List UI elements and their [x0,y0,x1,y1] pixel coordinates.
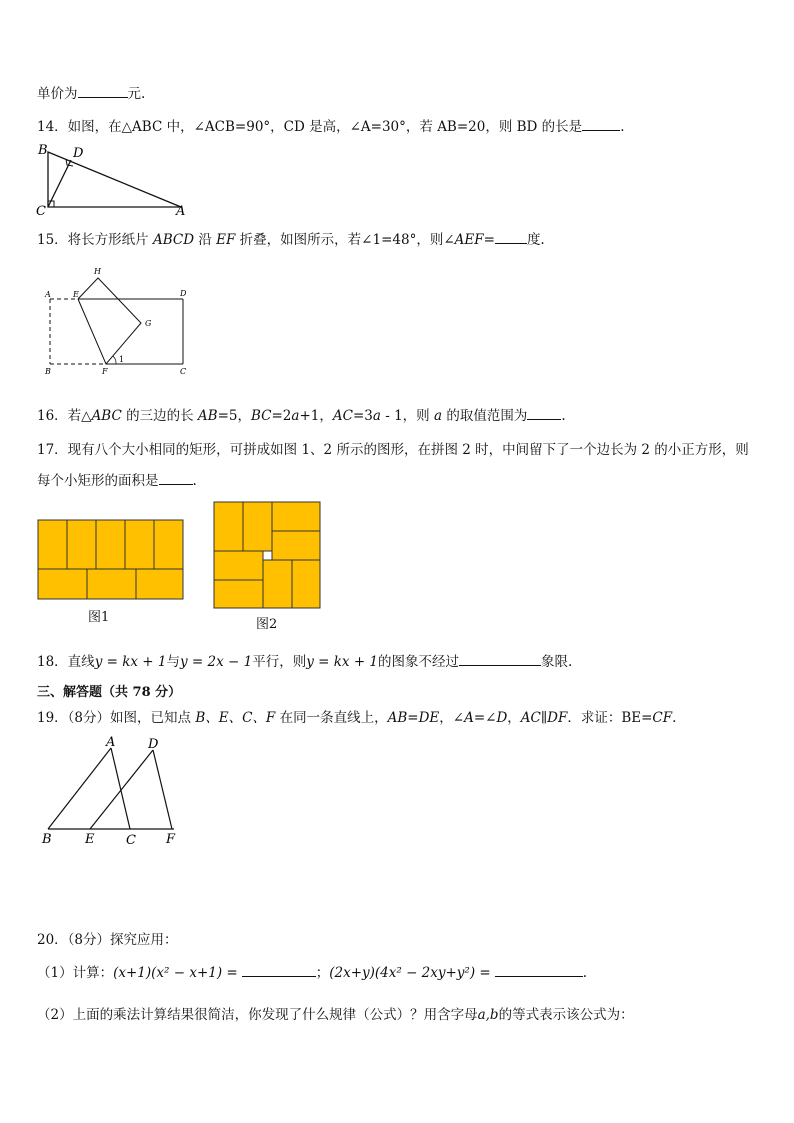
folded-flap [78,278,141,364]
section3-heading: 三、解答题（共 78 分） [37,685,182,700]
label-b: B [45,367,51,376]
q20-p2-end: 的等式表示该公式为： [498,1007,634,1023]
q16-a3: a [433,408,443,424]
q19-text [37,706,676,726]
q20-p1-blank1[interactable] [242,964,316,977]
altitude-cd [48,160,71,207]
q20-title: 20．（8分）探究应用： [37,932,178,948]
q14-triangle-figure [36,142,196,218]
q14-answer-blank[interactable] [582,118,620,131]
q20-part1 [37,961,587,981]
q16-t1: 的三边的长 [121,408,198,424]
q18-end: 象限. [541,654,573,670]
label-g: G [145,319,152,328]
fig1-rect [67,520,96,569]
label-e: E [85,832,95,847]
q17-figure-1 [37,519,187,603]
q16-ab: AB [197,408,218,424]
q16-a2: a [372,408,381,424]
q17-answer-blank[interactable] [159,472,193,485]
q20-p1-label: （1）计算： [37,965,114,981]
q16-answer-blank[interactable] [527,407,561,420]
q15-ef: EF [216,232,236,248]
fig1-rect [136,569,183,599]
q20-p1-end: . [582,965,588,981]
q19-df: DF [547,710,568,726]
q18-pre: 18．直线 [37,654,95,670]
q16-a1: a [291,408,300,424]
segment-ac [111,748,130,829]
q18-eq1: y = kx + 1 [94,654,167,670]
q16-end: . [561,408,566,424]
q15-mid2: 折叠，如图所示，若∠1=48°，则∠ [235,232,455,248]
q15-pre: 15．将长方形纸片 [37,232,153,248]
label-d: D [148,737,159,752]
fig2-rect [263,560,292,608]
q19-t7: ．求证：BE= [567,710,653,726]
q16-abc: ABC [91,408,122,424]
label-f: F [102,367,108,376]
q15-aef: AEF [454,232,484,248]
q20-p2-vars: a,b [477,1007,499,1023]
q19-ac: AC [520,710,541,726]
q13-suffix: 元. [127,86,146,102]
q15-abcd: ABCD [152,232,195,248]
q13-line [37,82,145,102]
q19-t1: 在同一条直线上， [275,710,388,726]
q15-fold-figure [40,262,200,378]
label-a: A [176,204,186,218]
q16-t6: - 1，则 [380,408,434,424]
q18-t1: 与 [166,654,180,670]
label-c: C [180,367,187,376]
q20-p2-text: （2）上面的乘法计算结果很简洁，你发现了什么规律（公式）？用含字母 [37,1007,478,1023]
q16-bc: BC [250,408,272,424]
label-h: H [94,267,101,276]
q19-ab: AB [387,710,408,726]
fig2-caption: 图2 [256,617,278,632]
q17-line2-text: 每个小矩形的面积是 [37,473,159,489]
fig1-rect [87,569,136,599]
label-d: D [73,146,84,161]
q16-text [37,404,566,424]
fig2-rect [272,531,320,560]
fig2-rect [214,502,243,551]
fig2-center-square [263,551,272,560]
q15-end: 度. [526,232,545,248]
fig1-rect [38,569,87,599]
fig1-rect [96,520,125,569]
q16-t2: =5， [217,408,251,424]
fig2-rect [214,551,263,580]
fig1-rect [38,520,67,569]
q13-prefix: 单价为 [37,86,78,102]
q18-t2: 平行，则 [252,654,307,670]
q15-eq: = [483,232,495,248]
label-a: A [45,290,51,299]
label-d: D [180,289,187,298]
fig2-rect [292,560,320,608]
q19-t5: ， [507,710,521,726]
q19-d: D [496,710,508,726]
triangle-abc [48,152,181,207]
segment-ba [48,748,111,829]
fig2-rect [243,502,272,551]
q18-eq3: y = kx + 1 [306,654,379,670]
q19-pre: 19．（8分）如图，已知点 [37,710,196,726]
fig1-rect [154,520,183,569]
q17-line1: 17．现有八个大小相同的矩形，可拼成如图 1、2 所示的图形，在拼图 2 时，中间留下了一个边长为 2 的小正方形，则 [37,442,749,458]
q15-mid: 沿 [194,232,217,248]
fig1-rect [125,520,154,569]
q17-end: . [192,473,197,489]
q19-points: B、E、C、F [195,710,276,726]
q18-eq2: y = 2x − 1 [180,654,253,670]
q20-p1-sep: ； [315,965,330,981]
q18-answer-blank[interactable] [459,653,541,666]
q19-t2: = [407,710,419,726]
q14-text [37,115,624,135]
q14-question: 14．如图，在△ABC 中，∠ACB=90°，CD 是高，∠A=30°，若 AB=20，则 BD 的长是 [37,119,583,135]
fig2-rect [272,502,320,531]
q18-text [37,650,572,670]
q16-t5: =3 [352,408,373,424]
q20-p1-expr1: (x+1)(x² − x+1) = [113,965,238,981]
q16-pre: 16．若△ [37,408,92,424]
q17-figure-2 [212,500,324,612]
q15-answer-blank[interactable] [495,231,527,244]
q15-text [37,228,545,248]
q19-cf: CF [652,710,673,726]
label-e: E [73,290,79,299]
label-b: B [42,832,52,847]
q16-ac: AC [332,408,353,424]
segment-ed [90,750,153,829]
label-f: F [166,832,176,847]
label-a: A [106,736,116,750]
fig2-rect [214,580,263,608]
segment-df [153,750,172,829]
fig1-caption: 图1 [88,610,110,625]
q13-answer-blank[interactable] [78,85,128,98]
q19-a: A [464,710,474,726]
q20-p1-expr2: (2x+y)(4x² − 2xy+y²) = [329,965,491,981]
q19-t3: ，∠ [439,710,465,726]
q18-t3: 的图象不经过 [378,654,460,670]
label-c: C [126,833,136,848]
q19-t4: =∠ [473,710,497,726]
label-angle-1: 1 [119,355,125,364]
q19-t6: ∥ [540,710,548,726]
angle-1-arc [113,356,116,364]
q17-line2 [37,469,197,489]
q19-end: . [672,710,677,726]
label-c: C [36,204,46,218]
q16-t4: +1， [299,408,333,424]
q20-part2 [37,1003,634,1023]
q19-de: DE [418,710,440,726]
label-b: B [38,143,48,158]
q16-t7: 的取值范围为 [442,408,528,424]
q20-p1-blank2[interactable] [495,964,583,977]
q19-triangles-figure [38,736,188,848]
q16-t3: =2 [271,408,292,424]
q14-end: . [620,119,625,135]
